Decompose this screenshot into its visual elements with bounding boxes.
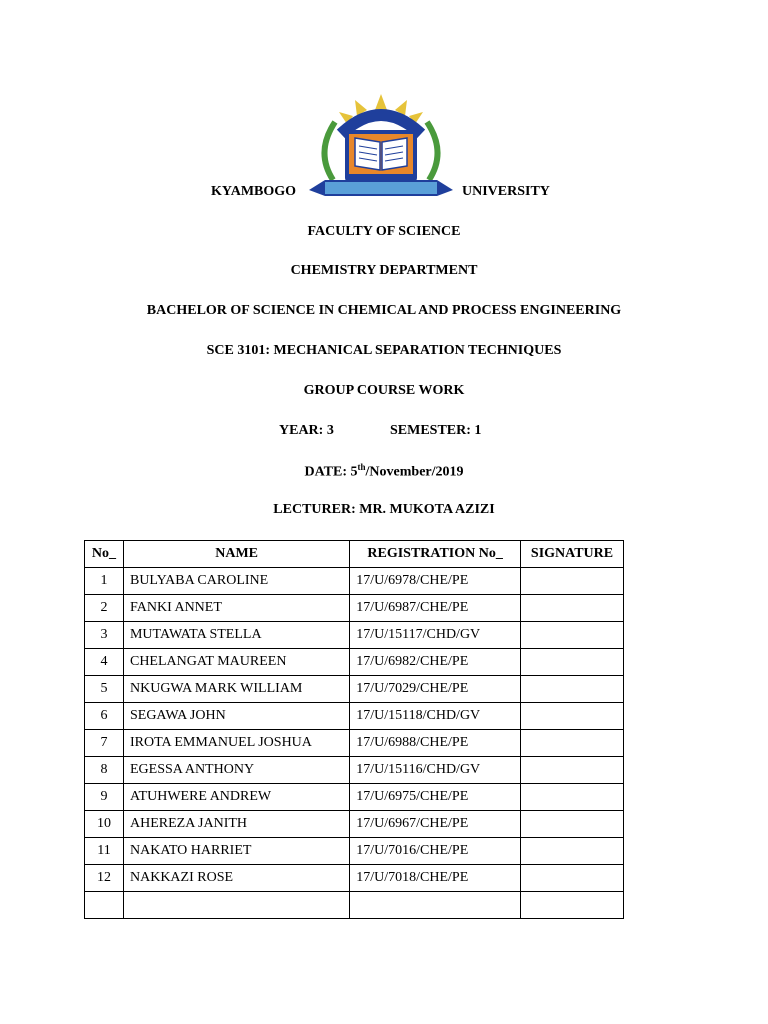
registration-number-cell	[350, 892, 521, 919]
signature-cell[interactable]	[521, 838, 624, 865]
registration-number-cell: 17/U/15117/CHD/GV	[350, 622, 521, 649]
department-heading: CHEMISTRY DEPARTMENT	[290, 263, 478, 278]
row-number-cell: 4	[85, 649, 124, 676]
table-row	[85, 811, 624, 838]
member-name-cell: FANKI ANNET	[123, 595, 349, 622]
table-row	[85, 595, 624, 622]
row-number-cell: 3	[85, 622, 124, 649]
signature-cell[interactable]	[521, 784, 624, 811]
course-heading: SCE 3101: MECHANICAL SEPARATION TECHNIQUES	[206, 343, 562, 358]
table-row	[85, 622, 624, 649]
row-number-cell: 11	[85, 838, 124, 865]
row-number-cell: 6	[85, 703, 124, 730]
member-name-cell: MUTAWATA STELLA	[123, 622, 349, 649]
row-number-cell: 7	[85, 730, 124, 757]
table-row	[85, 757, 624, 784]
row-number-cell: 12	[85, 865, 124, 892]
member-name-cell	[123, 892, 349, 919]
column-header-registration: REGISTRATION No_	[350, 541, 521, 568]
row-number-cell: 10	[85, 811, 124, 838]
semester-label: SEMESTER: 1	[390, 423, 482, 438]
work-type-heading: GROUP COURSE WORK	[303, 383, 465, 398]
member-name-cell: IROTA EMMANUEL JOSHUA	[123, 730, 349, 757]
signature-cell[interactable]	[521, 595, 624, 622]
row-number-cell: 9	[85, 784, 124, 811]
registration-number-cell: 17/U/7016/CHE/PE	[350, 838, 521, 865]
member-name-cell: ATUHWERE ANDREW	[123, 784, 349, 811]
signature-cell[interactable]	[521, 568, 624, 595]
member-name-cell: EGESSA ANTHONY	[123, 757, 349, 784]
registration-number-cell: 17/U/7029/CHE/PE	[350, 676, 521, 703]
lecturer-line: LECTURER: MR. MUKOTA AZIZI	[273, 502, 495, 517]
signature-cell[interactable]	[521, 730, 624, 757]
member-name-cell: BULYABA CAROLINE	[123, 568, 349, 595]
row-number-cell: 2	[85, 595, 124, 622]
registration-number-cell: 17/U/6987/CHE/PE	[350, 595, 521, 622]
year-label: YEAR: 3	[279, 423, 334, 438]
table-row	[85, 703, 624, 730]
column-header-name: NAME	[123, 541, 349, 568]
registration-number-cell: 17/U/6988/CHE/PE	[350, 730, 521, 757]
table-row	[85, 838, 624, 865]
university-name-left: KYAMBOGO	[211, 184, 297, 199]
member-name-cell: NAKKAZI ROSE	[123, 865, 349, 892]
signature-cell[interactable]	[521, 811, 624, 838]
member-name-cell: NAKATO HARRIET	[123, 838, 349, 865]
table-body	[85, 568, 624, 919]
table-row	[85, 784, 624, 811]
table-row	[85, 676, 624, 703]
faculty-heading: FACULTY OF SCIENCE	[307, 224, 461, 239]
date-suffix: /November/2019	[365, 464, 464, 480]
row-number-cell: 8	[85, 757, 124, 784]
member-name-cell: NKUGWA MARK WILLIAM	[123, 676, 349, 703]
registration-number-cell: 17/U/6982/CHE/PE	[350, 649, 521, 676]
university-logo	[305, 92, 457, 200]
row-number-cell: 5	[85, 676, 124, 703]
table-row	[85, 568, 624, 595]
registration-number-cell: 17/U/6967/CHE/PE	[350, 811, 521, 838]
member-name-cell: SEGAWA JOHN	[123, 703, 349, 730]
row-number-cell	[85, 892, 124, 919]
programme-heading: BACHELOR OF SCIENCE IN CHEMICAL AND PROCESS ENGINEERING	[146, 303, 622, 318]
signature-cell[interactable]	[521, 622, 624, 649]
date-prefix: DATE: 5	[304, 464, 358, 480]
group-members-table	[84, 540, 624, 919]
registration-number-cell: 17/U/15116/CHD/GV	[350, 757, 521, 784]
signature-cell[interactable]	[521, 676, 624, 703]
column-header-signature: SIGNATURE	[521, 541, 624, 568]
row-number-cell: 1	[85, 568, 124, 595]
signature-cell[interactable]	[521, 757, 624, 784]
date-superscript: th	[357, 462, 366, 472]
registration-number-cell: 17/U/6978/CHE/PE	[350, 568, 521, 595]
member-name-cell: CHELANGAT MAUREEN	[123, 649, 349, 676]
registration-number-cell: 17/U/7018/CHE/PE	[350, 865, 521, 892]
signature-cell[interactable]	[521, 892, 624, 919]
signature-cell[interactable]	[521, 649, 624, 676]
table-row	[85, 892, 624, 919]
signature-cell[interactable]	[521, 865, 624, 892]
registration-number-cell: 17/U/6975/CHE/PE	[350, 784, 521, 811]
table-row	[85, 865, 624, 892]
university-name-right: UNIVERSITY	[462, 184, 550, 199]
table-row	[85, 730, 624, 757]
table-row	[85, 649, 624, 676]
column-header-no: No_	[85, 541, 124, 568]
signature-cell[interactable]	[521, 703, 624, 730]
table-header-row	[85, 541, 624, 568]
member-name-cell: AHEREZA JANITH	[123, 811, 349, 838]
registration-number-cell: 17/U/15118/CHD/GV	[350, 703, 521, 730]
date-line	[0, 462, 768, 481]
